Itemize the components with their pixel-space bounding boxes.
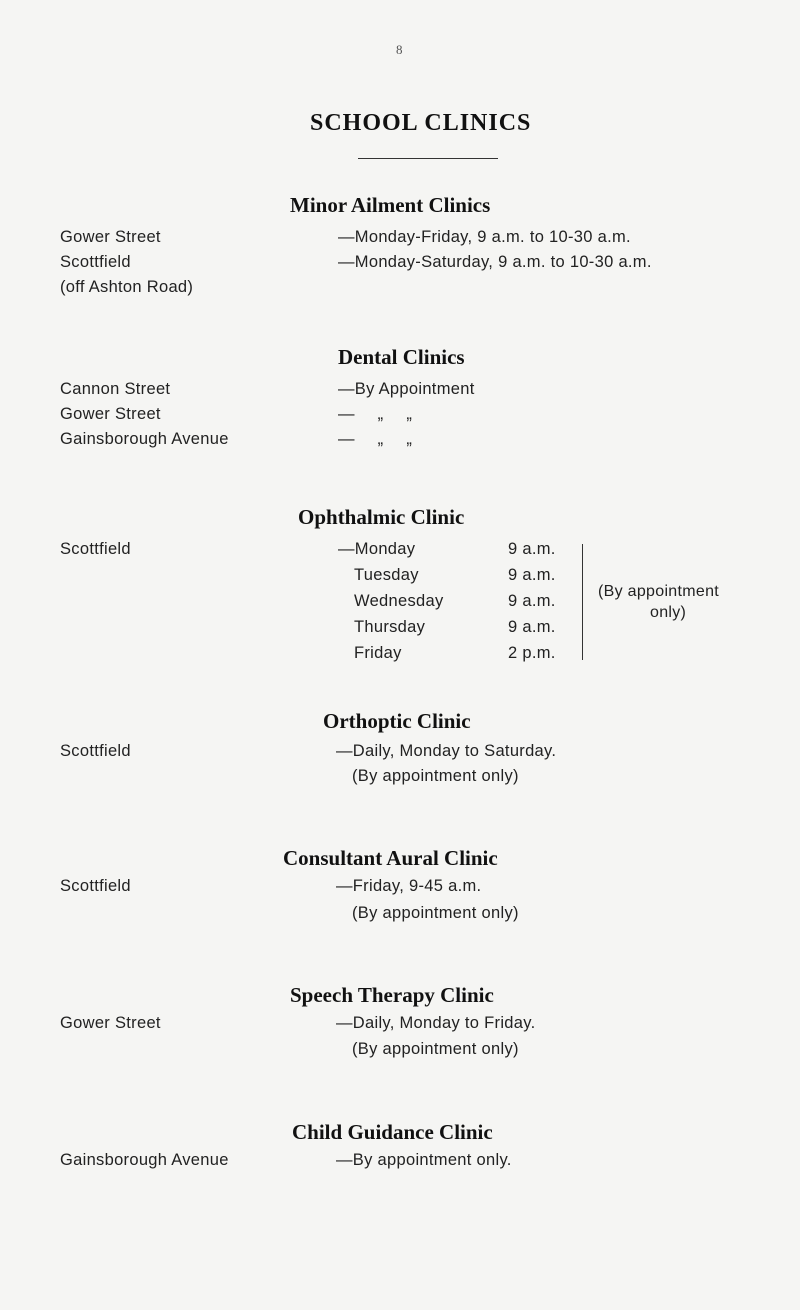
- orthoptic-place: Scottfield: [60, 742, 131, 760]
- dental-heading: Dental Clinics: [338, 345, 465, 369]
- aural-detail: —Friday, 9-45 a.m.: [336, 877, 482, 895]
- minor-place-1: Gower Street: [60, 228, 161, 246]
- minor-detail-2: —Monday-Saturday, 9 a.m. to 10-30 a.m.: [338, 253, 652, 271]
- child-detail: —By appointment only.: [336, 1151, 512, 1169]
- aural-place: Scottfield: [60, 877, 131, 895]
- ophthalmic-day-1: —Monday: [338, 540, 416, 558]
- title-divider: [358, 158, 498, 159]
- ophthalmic-place: Scottfield: [60, 540, 131, 558]
- minor-note: (off Ashton Road): [60, 278, 194, 296]
- ophthalmic-time-2: 9 a.m.: [508, 566, 556, 584]
- ophthalmic-heading: Ophthalmic Clinic: [298, 505, 465, 529]
- dental-detail-1: —By Appointment: [338, 380, 475, 398]
- ophthalmic-day-4: Thursday: [354, 618, 426, 636]
- ophthalmic-time-1: 9 a.m.: [508, 540, 556, 558]
- ophthalmic-time-4: 9 a.m.: [508, 618, 556, 636]
- page-title: SCHOOL CLINICS: [310, 110, 532, 136]
- ophthalmic-day-5: Friday: [354, 644, 402, 662]
- dental-place-3: Gainsborough Avenue: [60, 430, 229, 448]
- minor-detail-1: —Monday-Friday, 9 a.m. to 10-30 a.m.: [338, 228, 631, 246]
- ophthalmic-time-3: 9 a.m.: [508, 592, 556, 610]
- ophthalmic-time-5: 2 p.m.: [508, 644, 556, 662]
- aural-heading: Consultant Aural Clinic: [283, 846, 498, 870]
- minor-ailment-heading: Minor Ailment Clinics: [290, 193, 491, 217]
- minor-place-2: Scottfield: [60, 253, 131, 271]
- ophthalmic-day-3: Wednesday: [354, 592, 444, 610]
- page-number: 8: [396, 42, 403, 57]
- orthoptic-detail: —Daily, Monday to Saturday.: [336, 742, 557, 760]
- speech-detail: —Daily, Monday to Friday.: [336, 1014, 536, 1032]
- ophthalmic-note-line-1: (By appointment: [598, 583, 720, 600]
- ophthalmic-day-2: Tuesday: [354, 566, 419, 584]
- aural-note: (By appointment only): [352, 904, 519, 922]
- child-guidance-heading: Child Guidance Clinic: [292, 1120, 493, 1144]
- dental-detail-2: — „ „: [338, 405, 413, 423]
- orthoptic-note: (By appointment only): [352, 767, 519, 785]
- schedule-brace: [576, 544, 583, 660]
- child-place: Gainsborough Avenue: [60, 1151, 229, 1169]
- dental-place-2: Gower Street: [60, 405, 161, 423]
- speech-note: (By appointment only): [352, 1040, 519, 1058]
- dental-place-1: Cannon Street: [60, 380, 171, 398]
- dental-detail-3: — „ „: [338, 430, 413, 448]
- orthoptic-heading: Orthoptic Clinic: [323, 709, 471, 733]
- speech-heading: Speech Therapy Clinic: [290, 983, 494, 1007]
- ophthalmic-note-line-2: only): [650, 604, 687, 621]
- speech-place: Gower Street: [60, 1014, 161, 1032]
